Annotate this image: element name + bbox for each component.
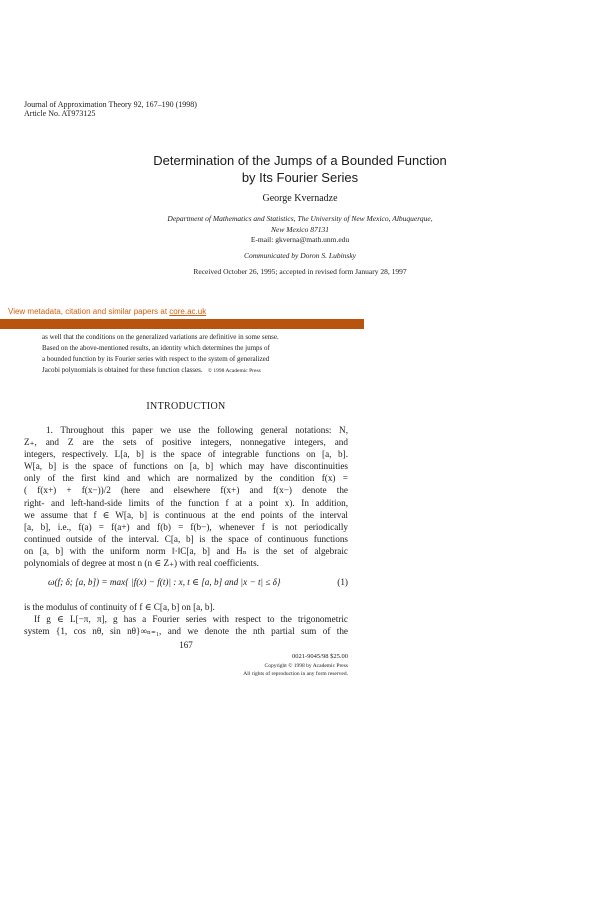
body-line: continued outside of the interval. C[a, b] is the space of continuous functions <box>24 533 348 544</box>
title-line-2: by Its Fourier Series <box>241 170 359 185</box>
abstract-line: as well that the conditions on the generalized variations are definitive in some sense. <box>42 333 279 341</box>
body-line: system {1, cos nθ, sin nθ}∞ₙ₌₁, and we denote the nth partial sum of the <box>24 626 348 637</box>
body-line: we assume that f ∈ W[a, b] is continuous at the end points of the interval <box>24 509 348 520</box>
body-line: integers, respectively. L[a, b] is the space of integrable functions on [a, b]. <box>24 449 348 460</box>
abstract-line: Based on the above-mentioned results, an identity which determines the jumps of <box>42 344 270 352</box>
affiliation <box>0 213 600 235</box>
body-line: polynomials of degree at most n (n ∈ Z₊) with real coefficients. <box>24 558 259 569</box>
body-paragraph-2 <box>24 601 348 637</box>
communicated-by: Communicated by Doron S. Lubinsky <box>243 251 356 260</box>
body-line: only of the first kind and which are normalized by the condition f(x) = <box>24 473 348 484</box>
abstract-copyright: © 1998 Academic Press <box>207 368 261 374</box>
abstract <box>42 332 330 377</box>
equation-number: (1) <box>337 577 348 587</box>
body-line: is the modulus of continuity of f ∈ C[a, b] on [a, b]. <box>24 602 215 612</box>
footer-copyright <box>150 662 348 678</box>
section-heading: INTRODUCTION <box>146 401 226 412</box>
footer-rights-line: All rights of reproduction in any form reserved. <box>243 671 348 677</box>
paper-title <box>0 152 600 186</box>
body-line: W[a, b] is the space of functions on [a, b] which may have discontinuities <box>24 461 348 472</box>
body-line: right- and left-hand-side limits of the function f at a point x). In addition, <box>24 497 348 508</box>
abstract-line: a bounded function by its Fourier series with respect to the system of generalized <box>42 355 270 363</box>
journal-citation: Journal of Approximation Theory 92, 167–190 (1998) <box>24 100 197 109</box>
affiliation-line-1: Department of Mathematics and Statistics, The University of New Mexico, Albuquerque, <box>167 214 433 223</box>
abstract-line: Jacobi polynomials is obtained for these function classes. <box>42 366 203 374</box>
body-line: [a, b], i.e., f(a) = f(a+) and f(b) = f(b−), whenever f is not periodically <box>24 521 348 532</box>
received-dates: Received October 26, 1995; accepted in revised form January 28, 1997 <box>193 267 407 276</box>
author-email: E-mail: gkverna@math.unm.edu <box>250 235 350 244</box>
author-name: George Kvernadze <box>262 193 338 204</box>
core-banner <box>8 305 368 319</box>
affiliation-line-2: New Mexico 87131 <box>271 225 329 234</box>
equation-modulus-of-continuity <box>48 577 348 588</box>
core-banner-text: View metadata, citation and similar papers at <box>8 307 170 316</box>
page-number: 167 <box>179 640 193 650</box>
body-paragraph <box>24 424 348 569</box>
footer-copyright-line: Copyright © 1998 by Academic Press <box>264 663 348 669</box>
core-link[interactable]: core.ac.uk <box>169 307 207 316</box>
title-line-1: Determination of the Jumps of a Bounded Function <box>153 153 447 168</box>
abstract-line-last <box>42 365 330 377</box>
body-line: 1. Throughout this paper we use the following general notations: N, <box>46 425 348 435</box>
article-number: Article No. AT973125 <box>24 109 96 118</box>
body-line: Z₊, and Z are the sets of positive integers, nonnegative integers, and <box>24 437 348 448</box>
body-line: ( f(x+) + f(x−))/2 (here and elsewhere f(x+) and f(x−) denote the <box>24 485 348 496</box>
body-line: If g ∈ L[−π, π], g has a Fourier series with respect to the trigonometric <box>34 614 348 625</box>
equation-text: ω(f; δ; [a, b]) = max{ |f(x) − f(t)| : x, t ∈ [a, b] and |x − t| ≤ δ} <box>48 577 281 587</box>
body-line: on [a, b] with the uniform norm ‖·‖C[a, b] and Hₙ is the set of algebraic <box>24 545 348 556</box>
journal-header <box>24 100 197 118</box>
issn-price: 0021-9045/98 $25.00 <box>292 653 348 660</box>
core-banner-bar <box>0 319 364 329</box>
